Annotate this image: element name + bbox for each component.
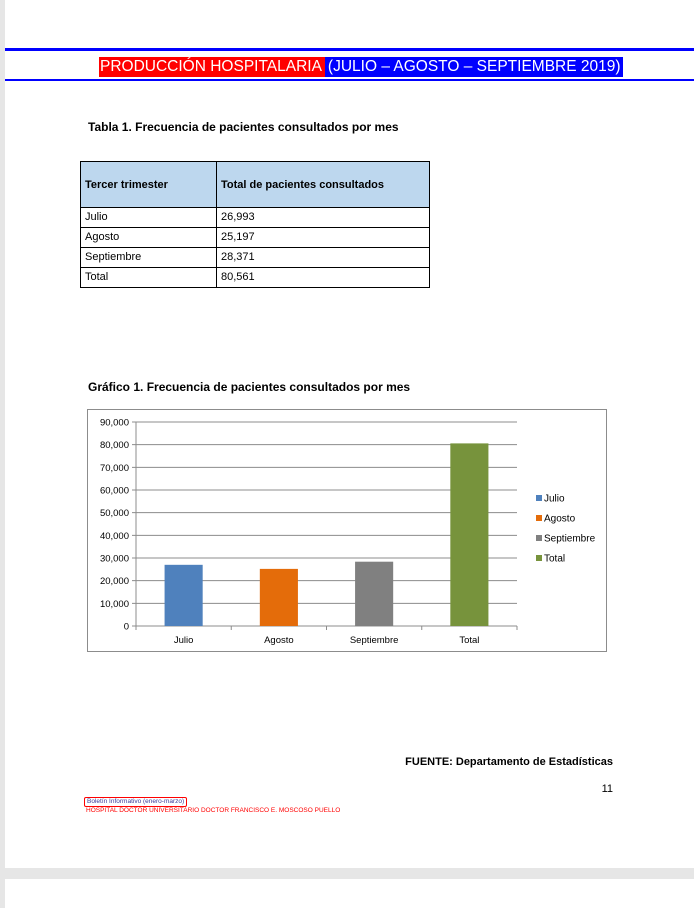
- header-title-part1: PRODUCCIÓN HOSPITALARIA: [99, 57, 325, 77]
- bar-agosto: [260, 569, 298, 626]
- legend-label: Julio: [544, 493, 565, 505]
- legend-label: Septiembre: [544, 533, 596, 545]
- source-note: FUENTE: Departamento de Estadísticas: [405, 756, 613, 768]
- bar-chart-svg: [88, 410, 608, 653]
- x-tick-label: Agosto: [264, 635, 294, 646]
- table-cell-value: 28,371: [217, 248, 430, 268]
- page-separator: [5, 868, 694, 879]
- table-row: [81, 248, 430, 268]
- patients-table: [80, 161, 430, 288]
- table-cell-value: 26,993: [217, 208, 430, 228]
- header-rule-bottom: [5, 79, 694, 81]
- y-tick-label: 0: [123, 621, 129, 633]
- y-tick-label: 20,000: [99, 576, 129, 588]
- y-tick-label: 90,000: [99, 417, 129, 429]
- table-header-row: [81, 162, 430, 208]
- header-rule-top: [5, 48, 694, 51]
- page-number: 11: [601, 783, 613, 795]
- table-row: [81, 268, 430, 288]
- y-tick-label: 10,000: [99, 598, 129, 610]
- viewer-left-gutter: [0, 0, 5, 908]
- table-cell-value: 80,561: [217, 268, 430, 288]
- table-row: [81, 228, 430, 248]
- table-cell-month: Total: [81, 268, 217, 288]
- legend-swatch: [536, 515, 542, 521]
- x-tick-label: Total: [459, 635, 480, 646]
- table-cell-month: Septiembre: [81, 248, 217, 268]
- bar-total: [450, 443, 488, 626]
- chart-caption: Gráfico 1. Frecuencia de pacientes consultados por mes: [88, 380, 411, 394]
- y-tick-label: 70,000: [99, 462, 129, 474]
- bar-septiembre: [355, 562, 393, 626]
- y-tick-label: 80,000: [99, 440, 129, 452]
- table-header-cell: Tercer trimester: [81, 162, 217, 208]
- y-tick-label: 30,000: [99, 553, 129, 565]
- table-cell-value: 25,197: [217, 228, 430, 248]
- table-caption: Tabla 1. Frecuencia de pacientes consultados por mes: [88, 120, 399, 134]
- table-header-cell: Total de pacientes consultados: [217, 162, 430, 208]
- y-tick-label: 40,000: [99, 530, 129, 542]
- y-tick-label: 60,000: [99, 485, 129, 497]
- table-row: [81, 208, 430, 228]
- legend-swatch: [536, 535, 542, 541]
- table-cell-month: Agosto: [81, 228, 217, 248]
- x-tick-label: Septiembre: [349, 635, 399, 646]
- legend-swatch: [536, 555, 542, 561]
- table-cell-month: Julio: [81, 208, 217, 228]
- bulletin-label: Boletín Informativo (enero-marzo): [84, 797, 187, 807]
- legend-label: Total: [544, 553, 566, 565]
- legend-label: Agosto: [544, 513, 576, 525]
- legend-swatch: [536, 495, 542, 501]
- header-title-part2: (JULIO – AGOSTO – SEPTIEMBRE 2019): [325, 57, 623, 77]
- hospital-name: HOSPITAL DOCTOR UNIVERSITARIO DOCTOR FRANCISCO E. MOSCOSO PUELLO: [86, 807, 341, 814]
- x-tick-label: Julio: [173, 635, 194, 646]
- page-header-title: [99, 57, 623, 77]
- bar-chart: [87, 409, 607, 652]
- y-tick-label: 50,000: [99, 508, 129, 520]
- bar-julio: [165, 565, 203, 626]
